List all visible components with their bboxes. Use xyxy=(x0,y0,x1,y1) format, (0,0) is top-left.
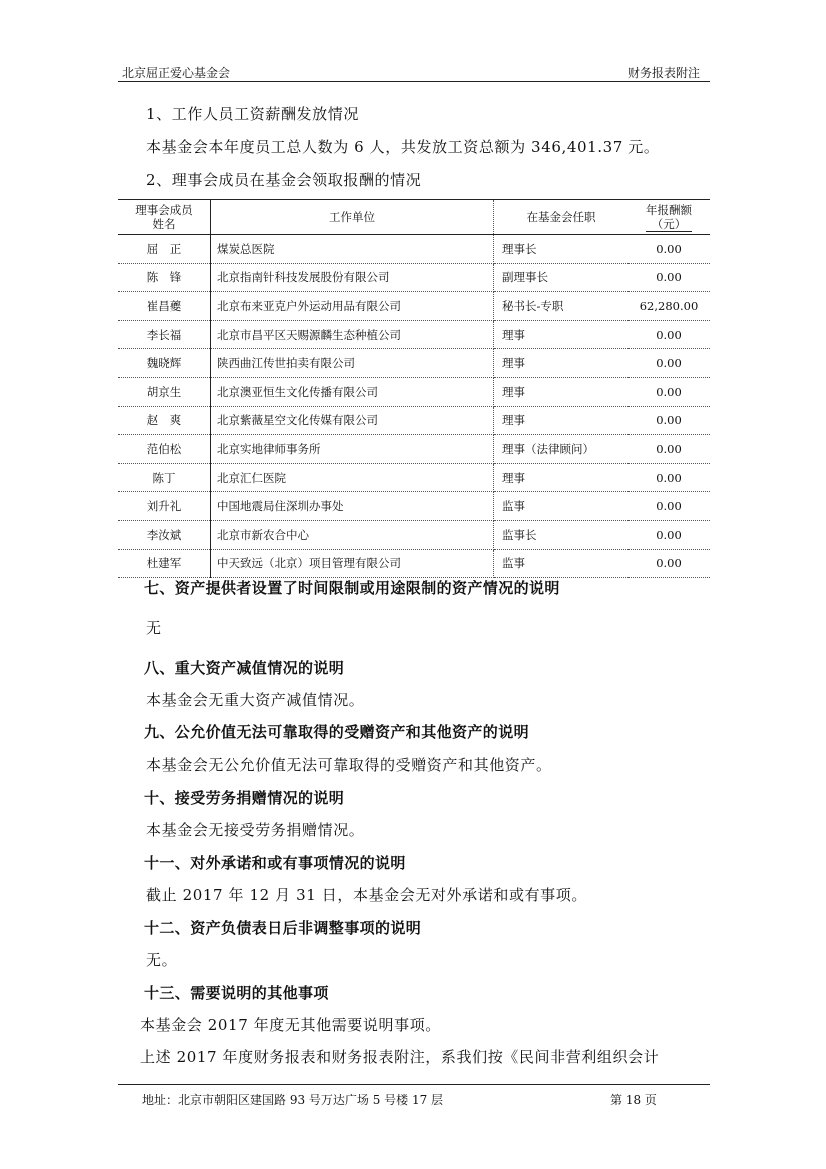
table-row xyxy=(118,435,710,464)
cell-name: 李长福 xyxy=(118,320,211,349)
cell-unit: 北京澳亚恒生文化传播有限公司 xyxy=(211,377,494,406)
cell-pay: 0.00 xyxy=(628,435,710,464)
cell-pay: 0.00 xyxy=(628,549,710,578)
cell-name: 陈丁 xyxy=(118,463,211,492)
cell-name: 魏晓辉 xyxy=(118,349,211,378)
col-header-role: 在基金会任职 xyxy=(494,200,629,235)
header-org: 北京屈正爱心基金会 xyxy=(122,66,231,80)
table-row xyxy=(118,549,710,578)
cell-role: 监事 xyxy=(494,549,629,578)
col-header-pay: 年报酬额 （元） xyxy=(628,200,710,235)
cell-unit: 北京实地律师事务所 xyxy=(211,435,494,464)
section-11-title: 十一、对外承诺和或有事项情况的说明 xyxy=(144,854,406,872)
section-10-text: 本基金会无接受劳务捐赠情况。 xyxy=(146,821,365,839)
col-header-unit: 工作单位 xyxy=(211,200,494,235)
cell-unit: 北京市昌平区天赐源麟生态种植公司 xyxy=(211,320,494,349)
cell-unit: 北京指南针科技发展股份有限公司 xyxy=(211,263,494,292)
table-row xyxy=(118,377,710,406)
cell-unit: 北京市新农合中心 xyxy=(211,520,494,549)
cell-pay: 62,280.00 xyxy=(628,292,710,321)
header-doc-title: 财务报表附注 xyxy=(627,66,700,80)
cell-unit: 陕西曲江传世拍卖有限公司 xyxy=(211,349,494,378)
page-number: 第 18 页 xyxy=(610,1093,657,1107)
cell-name: 刘升礼 xyxy=(118,492,211,521)
cell-name: 崔昌夔 xyxy=(118,292,211,321)
cell-pay: 0.00 xyxy=(628,492,710,521)
cell-name: 李汝斌 xyxy=(118,520,211,549)
cell-pay: 0.00 xyxy=(628,235,710,264)
table-row xyxy=(118,492,710,521)
table-row xyxy=(118,263,710,292)
cell-role: 理事 xyxy=(494,349,629,378)
cell-pay: 0.00 xyxy=(628,520,710,549)
section-12-title: 十二、资产负债表日后非调整事项的说明 xyxy=(144,919,422,937)
cell-unit: 中天致远（北京）项目管理有限公司 xyxy=(211,549,494,578)
cell-name: 胡京生 xyxy=(118,377,211,406)
section-7-text: 无 xyxy=(146,619,162,637)
footer-address: 地址：北京市朝阳区建国路 93 号万达广场 5 号楼 17 层 xyxy=(142,1093,444,1107)
table-header-row xyxy=(118,200,710,235)
section-1-title: 1、工作人员工资薪酬发放情况 xyxy=(146,105,359,123)
section-9-text: 本基金会无公允价值无法可靠取得的受赠资产和其他资产。 xyxy=(146,756,552,774)
cell-role: 监事长 xyxy=(494,520,629,549)
section-11-text: 截止 2017 年 12 月 31 日，本基金会无对外承诺和或有事项。 xyxy=(146,886,587,904)
cell-name: 屈 正 xyxy=(118,235,211,264)
table-row xyxy=(118,320,710,349)
table-row xyxy=(118,349,710,378)
cell-unit: 北京布来亚克户外运动用品有限公司 xyxy=(211,292,494,321)
section-8-title: 八、重大资产减值情况的说明 xyxy=(144,659,345,677)
board-compensation-table xyxy=(118,199,710,578)
cell-role: 秘书长-专职 xyxy=(494,292,629,321)
cell-name: 杜建军 xyxy=(118,549,211,578)
section-8-text: 本基金会无重大资产减值情况。 xyxy=(146,691,365,709)
cell-pay: 0.00 xyxy=(628,377,710,406)
section-10-title: 十、接受劳务捐赠情况的说明 xyxy=(144,789,345,807)
table-row xyxy=(118,292,710,321)
cell-unit: 北京汇仁医院 xyxy=(211,463,494,492)
cell-role: 理事 xyxy=(494,320,629,349)
cell-unit: 煤炭总医院 xyxy=(211,235,494,264)
section-12-text: 无。 xyxy=(146,951,178,969)
table-row xyxy=(118,520,710,549)
header-rule xyxy=(118,81,710,82)
section-7-title: 七、资产提供者设置了时间限制或用途限制的资产情况的说明 xyxy=(144,579,560,597)
cell-pay: 0.00 xyxy=(628,320,710,349)
cell-role: 理事（法律顾问） xyxy=(494,435,629,464)
cell-name: 赵 爽 xyxy=(118,406,211,435)
cell-pay: 0.00 xyxy=(628,463,710,492)
cell-role: 监事 xyxy=(494,492,629,521)
cell-pay: 0.00 xyxy=(628,406,710,435)
cell-pay: 0.00 xyxy=(628,263,710,292)
col-header-name: 理事会成员 姓名 xyxy=(118,200,211,235)
table-row xyxy=(118,463,710,492)
cell-role: 理事 xyxy=(494,377,629,406)
cell-role: 副理事长 xyxy=(494,263,629,292)
cell-pay: 0.00 xyxy=(628,349,710,378)
cell-unit: 北京紫薇星空文化传媒有限公司 xyxy=(211,406,494,435)
cell-role: 理事 xyxy=(494,406,629,435)
cell-name: 范伯松 xyxy=(118,435,211,464)
table-row xyxy=(118,235,710,264)
cell-name: 陈 锋 xyxy=(118,263,211,292)
section-13-title: 十三、需要说明的其他事项 xyxy=(144,984,329,1002)
section-1-text: 本基金会本年度员工总人数为 6 人，共发放工资总额为 346,401.37 元。 xyxy=(146,138,660,156)
section-9-title: 九、公允价值无法可靠取得的受赠资产和其他资产的说明 xyxy=(144,723,530,741)
cell-role: 理事长 xyxy=(494,235,629,264)
footer-rule xyxy=(118,1084,710,1085)
cell-role: 理事 xyxy=(494,463,629,492)
table-row xyxy=(118,406,710,435)
section-13-text-continued: 上述 2017 年度财务报表和财务报表附注，系我们按《民间非营利组织会计 xyxy=(140,1048,660,1066)
cell-unit: 中国地震局住深圳办事处 xyxy=(211,492,494,521)
section-13-text: 本基金会 2017 年度无其他需要说明事项。 xyxy=(140,1016,441,1034)
section-2-title: 2、理事会成员在基金会领取报酬的情况 xyxy=(146,171,422,189)
